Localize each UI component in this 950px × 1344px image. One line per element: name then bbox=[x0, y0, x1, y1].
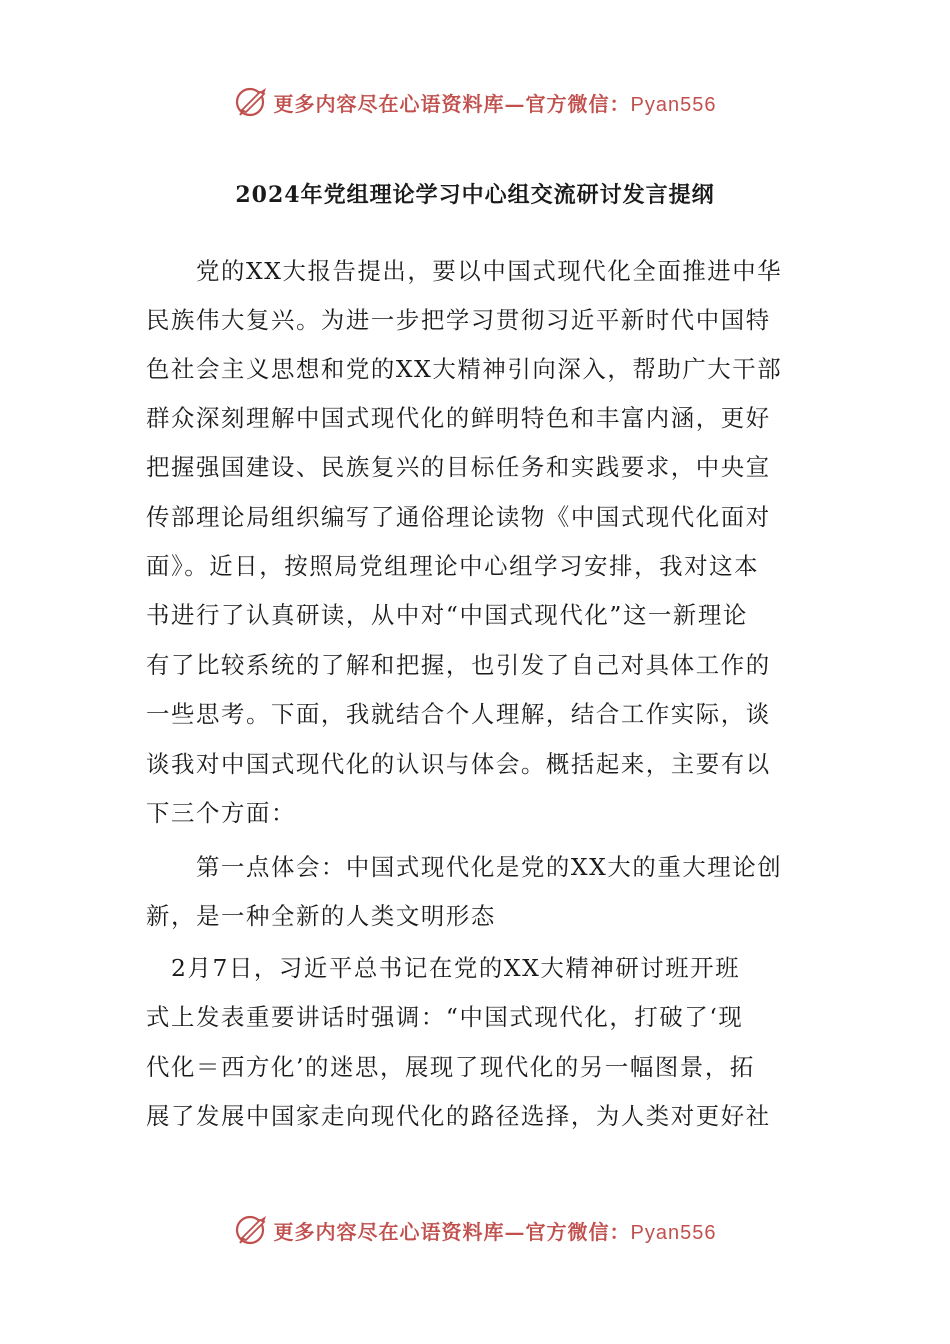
paragraph-line: 群众深刻理解中国式现代化的鲜明特色和丰富内涵，更好 bbox=[146, 404, 771, 432]
pen-logo-icon bbox=[234, 84, 270, 120]
paragraph-line: 党的XX大报告提出，要以中国式现代化全面推进中华 bbox=[146, 257, 783, 285]
paragraph-line: 代化＝西方化’的迷思，展现了现代化的另一幅图景，拓 bbox=[146, 1053, 755, 1081]
watermark-text: 更多内容尽在心语资料库—官方微信：Pyan556 bbox=[273, 91, 717, 116]
section-heading-line: 第一点体会：中国式现代化是党的XX大的重大理论创 bbox=[146, 853, 783, 881]
footer-watermark bbox=[0, 1210, 950, 1250]
paragraph-line: 展了发展中国家走向现代化的路径选择，为人类对更好社 bbox=[146, 1102, 771, 1130]
paragraph-line: 有了比较系统的了解和把握，也引发了自己对具体工作的 bbox=[146, 651, 771, 679]
paragraph-line: 式上发表重要讲话时强调：“中国式现代化，打破了‘现 bbox=[146, 1003, 744, 1031]
paragraph-line: 民族伟大复兴。为进一步把学习贯彻习近平新时代中国特 bbox=[146, 306, 771, 334]
paragraph-line: 2月7日，习近平总书记在党的XX大精神研讨班开班 bbox=[146, 954, 741, 982]
paragraph-line: 一些思考。下面，我就结合个人理解，结合工作实际，谈 bbox=[146, 700, 771, 728]
document-title: 2024年党组理论学习中心组交流研讨发言提纲 bbox=[235, 182, 715, 208]
paragraph-line: 色社会主义思想和党的XX大精神引向深入，帮助广大干部 bbox=[146, 355, 783, 383]
paragraph-line: 把握强国建设、民族复兴的目标任务和实践要求，中央宣 bbox=[146, 453, 771, 481]
paragraph-line: 谈我对中国式现代化的认识与体会。概括起来，主要有以 bbox=[146, 750, 771, 778]
header-watermark bbox=[0, 82, 950, 122]
section-heading-line: 新，是一种全新的人类文明形态 bbox=[146, 902, 496, 930]
paragraph-line: 面》。近日，按照局党组理论中心组学习安排，我对这本 bbox=[146, 552, 760, 580]
paragraph-line: 下三个方面： bbox=[146, 799, 296, 827]
pen-logo-icon bbox=[234, 1212, 270, 1248]
paragraph-line: 书进行了认真研读，从中对“中国式现代化”这一新理论 bbox=[146, 601, 748, 629]
paragraph-line: 传部理论局组织编写了通俗理论读物《中国式现代化面对 bbox=[146, 503, 771, 531]
watermark-text: 更多内容尽在心语资料库—官方微信：Pyan556 bbox=[273, 1219, 717, 1244]
